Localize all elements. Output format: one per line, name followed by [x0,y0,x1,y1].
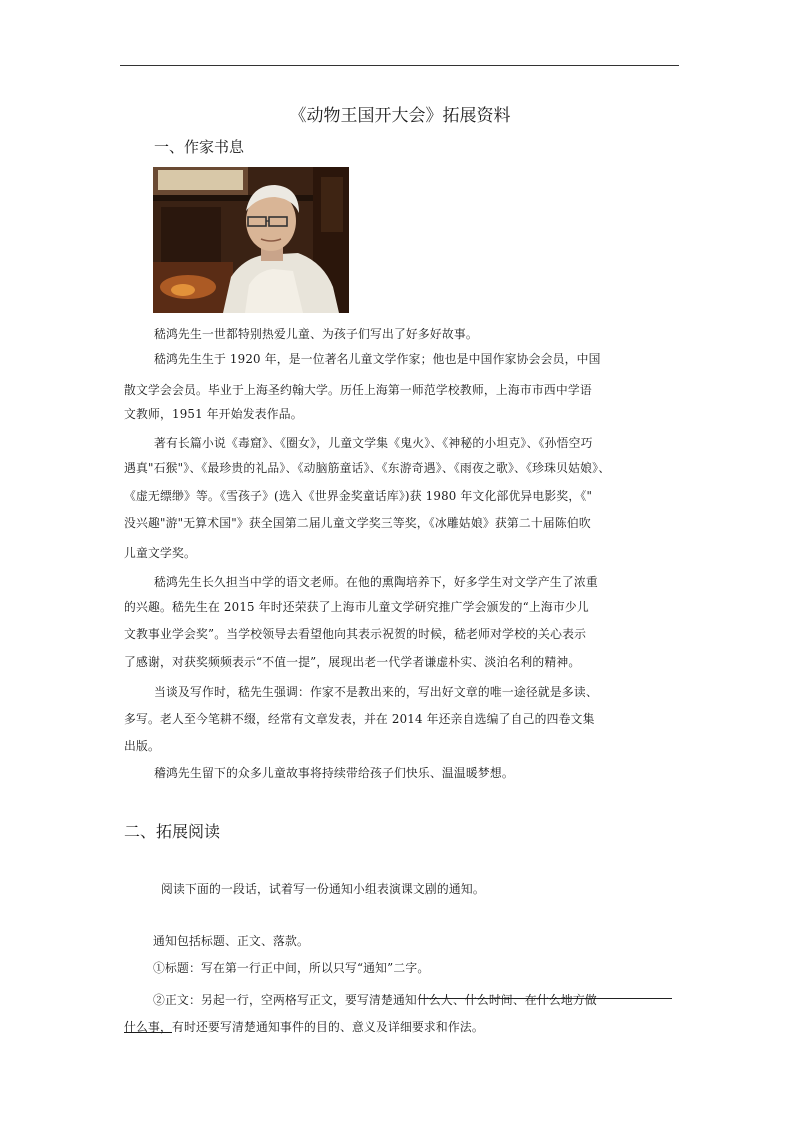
author-photo-illustration [153,167,349,313]
bio-line-8: 没兴趣"游"无算术国"》获全国第二届儿童文学奖三等奖，《冰雕姑娘》获第二十届陈伯吹 [124,516,591,530]
bio-line-4: 文教师，1951 年开始发表作品。 [124,407,303,421]
bio-line-6: 遇真"石猴"》、《最珍贵的礼品》、《动脑筋童话》、《东游奇遇》、《雨夜之歌》、《珍珠贝姑娘》、 [124,461,611,475]
bio-line-11: 的兴趣。嵇先生在 2015 年时还荣获了上海市儿童文学研究推广学会颁发的“上海市少儿 [124,600,589,614]
bio-line-13: 了感谢，对获奖频频表示“不值一提”，展现出老一代学者谦虚朴实、淡泊名利的精神。 [124,655,581,669]
bio-line-9: 儿童文学奖。 [124,546,196,560]
bio-line-16: 出版。 [124,739,160,753]
bio-line-15: 多写。老人至今笔耕不缀，经常有文章发表，并在 2014 年还亲自选编了自己的四卷文集 [124,712,595,726]
header-rule [120,65,679,66]
reading-line-1: 阅读下面的一段话，试着写一份通知小组表演课文剧的通知。 [161,882,485,896]
bio-line-3: 散文学会会员。毕业于上海圣约翰大学。历任上海第一师范学校教师，上海市市西中学语 [124,383,592,397]
underlined-phrase: 什么事， [124,1020,172,1034]
reading-line-3: ①标题：写在第一行正中间，所以只写“通知”二字。 [153,961,430,975]
bio-line-2: 嵇鸿先生生于 1920 年，是一位著名儿童文学作家；他也是中国作家协会会员，中国 [154,352,601,366]
reading-line-5 [124,1018,484,1035]
section-heading-author: 一、作家书息 [154,138,245,156]
bio-line-5: 著有长篇小说《毒窟》、《圈女》，儿童文学集《鬼火》、《神秘的小坦克》、《孙悟空巧 [154,436,593,450]
document-title: 《动物王国开大会》拓展资料 [289,106,511,126]
bio-line-12: 文教事业学会奖”。当学校领导去看望他向其表示祝贺的时候，嵇老师对学校的关心表示 [124,627,587,641]
strikethrough-mark [420,998,672,999]
bio-line-10: 嵇鸿先生长久担当中学的语文老师。在他的熏陶培养下，好多学生对文学产生了浓重 [154,575,598,589]
section-heading-reading: 二、拓展阅读 [124,822,221,841]
author-photo [153,167,349,313]
bio-line-1: 嵇鸿先生一世都特别热爱儿童、为孩子们写出了好多好故事。 [154,327,478,341]
bio-line-17: 稽鸿先生留下的众多儿童故事将持续带给孩子们快乐、温温暖梦想。 [154,766,514,780]
reading-line-2: 通知包括标题、正文、落款。 [153,934,309,948]
reading-line-4: ②正文：另起一行，空两格写正文，要写清楚通知什么人、什么时间、在什么地方做 [153,993,597,1007]
bio-line-7: 《虚无缥缈》等。《雪孩子》(选入《世界金奖童话库》)获 1980 年文化部优异电影奖，《" [124,489,593,503]
bio-line-14: 当谈及写作时，嵇先生强调：作家不是教出来的，写出好文章的唯一途径就是多读、 [154,685,598,699]
reading-line-5-rest: 有时还要写清楚通知事件的目的、意义及详细要求和作法。 [172,1020,484,1034]
